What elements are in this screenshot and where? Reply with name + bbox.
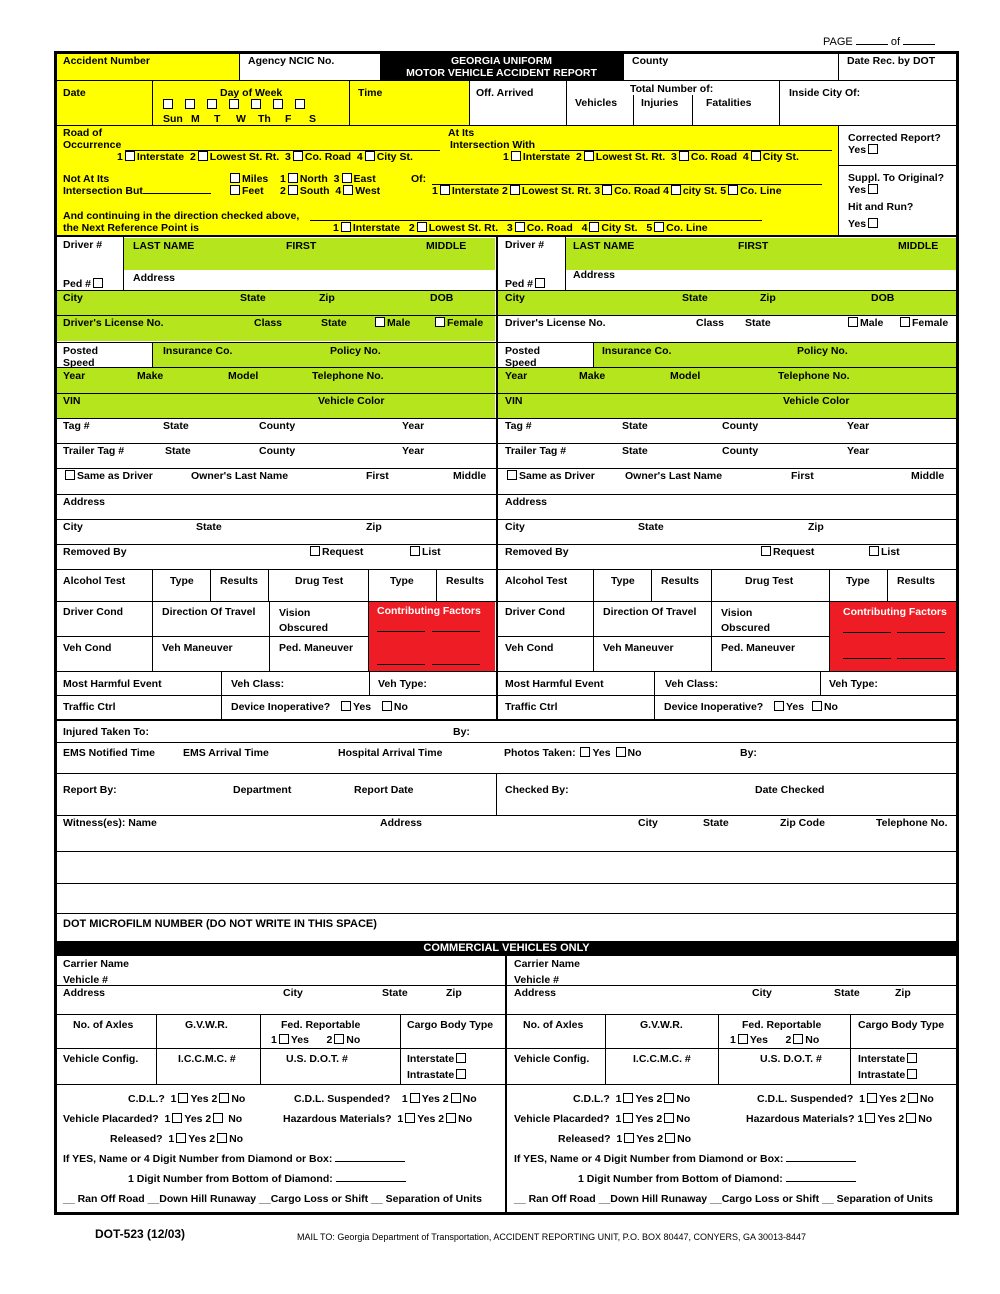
vehicles-label: Vehicles bbox=[575, 97, 618, 109]
driver1-list[interactable]: List bbox=[408, 546, 441, 558]
driver2-list[interactable]: List bbox=[867, 546, 900, 558]
driver1-vin-label: VIN bbox=[63, 395, 81, 407]
checked-by-label: Checked By: bbox=[505, 784, 569, 796]
day-sat: S bbox=[309, 113, 317, 125]
driver1-make-label: Make bbox=[137, 370, 164, 382]
driver1-harmful-label: Most Harmful Event bbox=[63, 678, 162, 690]
report-by-label: Report By: bbox=[63, 784, 117, 796]
of-road-type-options[interactable]: 1 Interstate 2 Lowest St. Rt. 3 Co. Road 4 city St. 5 Co. Line bbox=[432, 185, 782, 197]
c2-digit: 1 Digit Number from Bottom of Diamond: bbox=[578, 1173, 856, 1185]
c1-iccmc-label: I.C.C.M.C. # bbox=[178, 1053, 236, 1065]
driver2-veh-maneuver-label: Veh Maneuver bbox=[603, 642, 674, 654]
driver2-drug-type-label: Type bbox=[846, 575, 870, 587]
c1-cdl-suspended[interactable]: C.D.L. Suspended? 1 Yes 2 No bbox=[294, 1093, 477, 1105]
driver1-ped[interactable]: Ped # bbox=[63, 278, 105, 290]
driver2-harmful-label: Most Harmful Event bbox=[505, 678, 604, 690]
driver2-first-label: FIRST bbox=[738, 240, 769, 252]
department-label: Department bbox=[233, 784, 292, 796]
county-field[interactable]: County bbox=[623, 54, 839, 80]
driver2-class-label: Class bbox=[696, 317, 725, 329]
c2-config-label: Vehicle Config. bbox=[514, 1053, 590, 1065]
driver2-direction-label: Direction Of Travel bbox=[603, 606, 697, 618]
driver1-policy-label: Policy No. bbox=[330, 345, 381, 357]
driver2-last-label: LAST NAME bbox=[573, 240, 635, 252]
distance-options-feet[interactable]: Feet bbox=[228, 185, 264, 197]
driver2-insurance-label: Insurance Co. bbox=[602, 345, 672, 357]
c2-vehicle-num-label: Vehicle # bbox=[514, 974, 559, 986]
road-type-options[interactable]: 1 Interstate 2 Lowest St. Rt. 3 Co. Road 4 City St. bbox=[117, 151, 413, 163]
driver1-alcohol-type-label: Type bbox=[170, 575, 194, 587]
driver1-trailer-state-label: State bbox=[165, 445, 191, 457]
driver2-removed-by-label: Removed By bbox=[505, 546, 569, 558]
corrected-yes[interactable]: Yes bbox=[848, 144, 880, 156]
c2-state-label: State bbox=[834, 987, 860, 999]
driver2-alcohol-label: Alcohol Test bbox=[505, 575, 568, 587]
c1-gvwr-label: G.V.W.R. bbox=[185, 1019, 228, 1031]
direction-options-2[interactable]: 2 South 4 West bbox=[280, 185, 381, 197]
driver1-owner-first-label: First bbox=[366, 470, 389, 482]
driver2-tag-year-label: Year bbox=[847, 420, 870, 432]
corrected-report-label: Corrected Report? bbox=[848, 132, 941, 144]
c2-fed-options[interactable]: 1 Yes 2 No bbox=[730, 1034, 820, 1046]
c1-usdot-label: U.S. D.O.T. # bbox=[286, 1053, 348, 1065]
driver2-trailer-county-label: County bbox=[722, 445, 759, 457]
c1-cargo-label: Cargo Body Type bbox=[407, 1019, 494, 1031]
intersection-but-label: Intersection But bbox=[63, 185, 211, 197]
driver2-tag-label: Tag # bbox=[505, 420, 532, 432]
driver1-trailer-tag-label: Trailer Tag # bbox=[63, 445, 125, 457]
time-label: Time bbox=[358, 87, 383, 99]
day-checkboxes[interactable] bbox=[161, 99, 307, 111]
c2-usdot-label: U.S. D.O.T. # bbox=[760, 1053, 822, 1065]
driver2-trailer-tag-label: Trailer Tag # bbox=[505, 445, 567, 457]
driver2-owner-middle-label: Middle bbox=[911, 470, 945, 482]
witness-zip-label: Zip Code bbox=[780, 817, 825, 829]
driver1-model-label: Model bbox=[228, 370, 259, 382]
c1-placarded[interactable]: Vehicle Placarded? 1 Yes 2 No bbox=[63, 1113, 243, 1125]
driver1-insurance-label: Insurance Co. bbox=[163, 345, 233, 357]
driver1-drug-label: Drug Test bbox=[295, 575, 344, 587]
driver2-dob-label: DOB bbox=[871, 292, 895, 304]
c2-interstate[interactable]: Interstate bbox=[858, 1053, 919, 1065]
hospital-arrival-label: Hospital Arrival Time bbox=[338, 747, 443, 759]
driver2-owner-last-label: Owner's Last Name bbox=[625, 470, 723, 482]
report-date-label: Report Date bbox=[354, 784, 414, 796]
next-ref-road-type-options[interactable]: 1 Interstate 2 Lowest St. Rt. 3 Co. Road 4 City St. 5 Co. Line bbox=[333, 222, 708, 234]
driver2-vehicle-green bbox=[498, 368, 956, 393]
driver1-contributing-label: Contributing Factors bbox=[377, 605, 481, 617]
driver1-vin-green bbox=[57, 394, 495, 418]
hit-run-label: Hit and Run? bbox=[848, 201, 914, 213]
date-rec-field[interactable]: Date Rec. by DOT bbox=[847, 55, 936, 67]
driver1-inoperative[interactable]: Device Inoperative? Yes No bbox=[231, 701, 408, 713]
driver1-state-label: State bbox=[240, 292, 266, 304]
witness-address-label: Address bbox=[380, 817, 423, 829]
intersection-with-label: Intersection With bbox=[450, 139, 536, 151]
c1-fed-options[interactable]: 1 Yes 2 No bbox=[271, 1034, 361, 1046]
c2-fed-label: Fed. Reportable bbox=[742, 1019, 822, 1031]
direction-options[interactable]: 1 North 3 East bbox=[280, 173, 376, 185]
distance-options[interactable]: Miles bbox=[228, 173, 268, 185]
driver1-owner-last-label: Owner's Last Name bbox=[191, 470, 289, 482]
c2-cargo-label: Cargo Body Type bbox=[858, 1019, 945, 1031]
day-tue: T bbox=[214, 113, 221, 125]
intersection-road-type-options[interactable]: 1 Interstate 2 Lowest St. Rt. 3 Co. Road 4 City St. bbox=[503, 151, 799, 163]
driver2-alcohol-type-label: Type bbox=[611, 575, 635, 587]
driver1-address-label: Address bbox=[133, 272, 176, 284]
c1-state-label: State bbox=[382, 987, 408, 999]
driver2-vision-label: Vision bbox=[721, 607, 753, 619]
driver2-veh-type-label: Veh Type: bbox=[829, 678, 878, 690]
driver1-last-label: LAST NAME bbox=[133, 240, 195, 252]
road-of-label: Road of bbox=[63, 127, 103, 139]
driver2-tag-county-label: County bbox=[722, 420, 759, 432]
c1-config-label: Vehicle Config. bbox=[63, 1053, 139, 1065]
c2-axles-label: No. of Axles bbox=[523, 1019, 584, 1031]
microfilm-label: DOT MICROFILM NUMBER (DO NOT WRITE IN THIS SPACE) bbox=[63, 918, 377, 930]
c2-events: __ Ran Off Road __Down Hill Runaway __Cargo Loss or Shift __ Separation of Units bbox=[514, 1193, 933, 1205]
driver2-year-label: Year bbox=[505, 370, 528, 382]
c1-digit: 1 Digit Number from Bottom of Diamond: bbox=[128, 1173, 406, 1185]
at-its-label: At Its bbox=[448, 127, 475, 139]
driver1-direction-label: Direction Of Travel bbox=[162, 606, 256, 618]
driver2-trailer-year-label: Year bbox=[847, 445, 870, 457]
driver1-license-label: Driver's License No. bbox=[63, 317, 164, 329]
driver2-ped[interactable]: Ped # bbox=[505, 278, 547, 290]
fatalities-label: Fatalities bbox=[706, 97, 752, 109]
driver2-trailer-state-label: State bbox=[622, 445, 648, 457]
driver1-obscured-label: Obscured bbox=[279, 622, 329, 634]
c1-intrastate[interactable]: Intrastate bbox=[407, 1069, 468, 1081]
driver2-num-label: Driver # bbox=[505, 239, 545, 251]
c1-carrier-label: Carrier Name bbox=[63, 958, 129, 970]
driver2-vin-label: VIN bbox=[505, 395, 523, 407]
not-at-its-label: Not At Its bbox=[63, 173, 110, 185]
driver1-veh-type-label: Veh Type: bbox=[378, 678, 427, 690]
driver2-veh-cond-label: Veh Cond bbox=[505, 642, 554, 654]
driver2-drug-results-label: Results bbox=[897, 575, 935, 587]
driver1-tag-county-label: County bbox=[259, 420, 296, 432]
driver2-contributing-label: Contributing Factors bbox=[843, 606, 947, 618]
driver1-tag-label: Tag # bbox=[63, 420, 90, 432]
driver2-address-label: Address bbox=[573, 269, 616, 281]
driver2-request[interactable]: Request bbox=[759, 546, 814, 558]
driver2-traffic-label: Traffic Ctrl bbox=[505, 701, 558, 713]
agency-ncic-field[interactable]: Agency NCIC No. bbox=[248, 55, 335, 67]
injuries-label: Injuries bbox=[641, 97, 679, 109]
driver2-telephone-label: Telephone No. bbox=[778, 370, 850, 382]
driver1-zip-label: Zip bbox=[319, 292, 335, 304]
driver2-veh-class-label: Veh Class: bbox=[665, 678, 719, 690]
driver1-trailer-year-label: Year bbox=[402, 445, 425, 457]
c1-events: __ Ran Off Road __Down Hill Runaway __Cargo Loss or Shift __ Separation of Units bbox=[63, 1193, 482, 1205]
driver2-policy-label: Policy No. bbox=[797, 345, 848, 357]
driver1-ped-maneuver-label: Ped. Maneuver bbox=[279, 642, 354, 654]
ems-notified-label: EMS Notified Time bbox=[63, 747, 155, 759]
accident-number-field[interactable]: Accident Number bbox=[57, 54, 240, 80]
total-number-label: Total Number of: bbox=[630, 83, 714, 95]
page-label: PAGE of bbox=[823, 36, 935, 48]
driver1-class-label: Class bbox=[254, 317, 283, 329]
driver1-owner-middle-label: Middle bbox=[453, 470, 487, 482]
of-label: Of: bbox=[411, 173, 427, 185]
driver2-drug-label: Drug Test bbox=[745, 575, 794, 587]
driver1-vehicle-green bbox=[57, 368, 495, 393]
c1-hazmat[interactable]: Hazardous Materials? 1 Yes 2 No bbox=[283, 1113, 473, 1125]
driver1-telephone-label: Telephone No. bbox=[312, 370, 384, 382]
injured-taken-label: Injured Taken To: bbox=[63, 726, 149, 738]
driver1-driver-cond-label: Driver Cond bbox=[63, 606, 124, 618]
driver2-license-state-label: State bbox=[745, 317, 771, 329]
driver1-year-label: Year bbox=[63, 370, 86, 382]
day-thu: Th bbox=[258, 113, 271, 125]
driver2-same-as[interactable]: Same as Driver bbox=[505, 470, 595, 482]
driver2-owner-city-label: City bbox=[505, 521, 525, 533]
driver1-dob-label: DOB bbox=[430, 292, 454, 304]
driver1-male[interactable]: Male bbox=[373, 317, 410, 329]
driver1-traffic-label: Traffic Ctrl bbox=[63, 701, 116, 713]
c2-intrastate[interactable]: Intrastate bbox=[858, 1069, 919, 1081]
c1-interstate[interactable]: Interstate bbox=[407, 1053, 468, 1065]
continuing-label: And continuing in the direction checked above, bbox=[63, 210, 300, 222]
day-of-week-label: Day of Week bbox=[220, 87, 283, 99]
driver2-female[interactable]: Female bbox=[898, 317, 948, 329]
suppl-yes[interactable]: Yes bbox=[848, 184, 880, 196]
c2-cdl[interactable]: C.D.L.? 1 Yes 2 No bbox=[573, 1093, 691, 1105]
driver2-ped-maneuver-label: Ped. Maneuver bbox=[721, 642, 796, 654]
driver2-veh-color-label: Vehicle Color bbox=[783, 395, 850, 407]
driver1-license-state-label: State bbox=[321, 317, 347, 329]
mail-to: MAIL TO: Georgia Department of Transportation, ACCIDENT REPORTING UNIT, P.O. BOX 80447, CONYERS, GA 30013-8447 bbox=[297, 1232, 807, 1242]
day-mon: M bbox=[191, 113, 200, 125]
c2-iccmc-label: I.C.C.M.C. # bbox=[633, 1053, 691, 1065]
driver2-posted-label: Posted bbox=[505, 345, 541, 357]
driver2-model-label: Model bbox=[670, 370, 701, 382]
c1-vehicle-num-label: Vehicle # bbox=[63, 974, 108, 986]
driver1-tag-year-label: Year bbox=[402, 420, 425, 432]
c1-fed-label: Fed. Reportable bbox=[281, 1019, 361, 1031]
driver2-state-label: State bbox=[682, 292, 708, 304]
driver1-veh-color-label: Vehicle Color bbox=[318, 395, 385, 407]
driver1-owner-state-label: State bbox=[196, 521, 222, 533]
driver2-alcohol-results-label: Results bbox=[661, 575, 699, 587]
next-ref-label: the Next Reference Point is bbox=[63, 222, 199, 234]
c2-address-label: Address bbox=[514, 987, 557, 999]
driver2-vin-green bbox=[498, 394, 956, 418]
driver1-city-label: City bbox=[63, 292, 83, 304]
witness-name-label: Witness(es): Name bbox=[63, 817, 157, 829]
witness-state-label: State bbox=[703, 817, 729, 829]
driver1-female[interactable]: Female bbox=[433, 317, 483, 329]
driver1-owner-city-label: City bbox=[63, 521, 83, 533]
c2-if-yes: If YES, Name or 4 Digit Number from Diamond or Box: bbox=[514, 1153, 856, 1165]
driver1-owner-address-label: Address bbox=[63, 496, 106, 508]
driver2-make-label: Make bbox=[579, 370, 606, 382]
c1-city-label: City bbox=[283, 987, 303, 999]
c1-cdl[interactable]: C.D.L.? 1 Yes 2 No bbox=[128, 1093, 246, 1105]
c1-zip-label: Zip bbox=[446, 987, 462, 999]
driver1-drug-results-label: Results bbox=[446, 575, 484, 587]
form-number: DOT-523 (12/03) bbox=[95, 1227, 186, 1241]
photos-taken[interactable]: Photos Taken: Yes No bbox=[504, 747, 642, 759]
c2-released[interactable]: Released? 1 Yes 2 No bbox=[558, 1133, 692, 1145]
driver2-middle-label: MIDDLE bbox=[898, 240, 939, 252]
driver2-driver-cond-label: Driver Cond bbox=[505, 606, 566, 618]
c2-zip-label: Zip bbox=[895, 987, 911, 999]
driver2-license-label: Driver's License No. bbox=[505, 317, 606, 329]
day-wed: W bbox=[236, 113, 246, 125]
suppl-original-label: Suppl. To Original? bbox=[848, 172, 945, 184]
witness-telephone-label: Telephone No. bbox=[876, 817, 948, 829]
driver1-num-label: Driver # bbox=[63, 239, 103, 251]
inside-city-label: Inside City Of: bbox=[789, 87, 861, 99]
driver1-veh-cond-label: Veh Cond bbox=[63, 642, 112, 654]
photos-by-label: By: bbox=[740, 747, 757, 759]
driver2-owner-zip-label: Zip bbox=[808, 521, 824, 533]
hit-run-yes[interactable]: Yes bbox=[848, 218, 880, 230]
driver1-vision-label: Vision bbox=[279, 607, 311, 619]
driver1-trailer-county-label: County bbox=[259, 445, 296, 457]
driver1-alcohol-results-label: Results bbox=[220, 575, 258, 587]
driver2-owner-first-label: First bbox=[791, 470, 814, 482]
c1-if-yes: If YES, Name or 4 Digit Number from Diamond or Box: bbox=[63, 1153, 405, 1165]
driver2-inoperative[interactable]: Device Inoperative? Yes No bbox=[664, 701, 838, 713]
c1-released[interactable]: Released? 1 Yes 2 No bbox=[110, 1133, 244, 1145]
c2-gvwr-label: G.V.W.R. bbox=[640, 1019, 683, 1031]
c2-carrier-label: Carrier Name bbox=[514, 958, 580, 970]
day-fri: F bbox=[285, 113, 292, 125]
driver2-speed-label: Speed bbox=[505, 357, 537, 369]
ems-arrival-label: EMS Arrival Time bbox=[183, 747, 269, 759]
driver1-first-label: FIRST bbox=[286, 240, 317, 252]
driver2-male[interactable]: Male bbox=[846, 317, 883, 329]
driver2-owner-state-label: State bbox=[638, 521, 664, 533]
driver2-obscured-label: Obscured bbox=[721, 622, 771, 634]
driver1-middle-label: MIDDLE bbox=[426, 240, 467, 252]
driver1-drug-type-label: Type bbox=[390, 575, 414, 587]
c2-cdl-suspended[interactable]: C.D.L. Suspended? 1 Yes 2 No bbox=[757, 1093, 934, 1105]
driver1-veh-class-label: Veh Class: bbox=[231, 678, 285, 690]
injured-by-label: By: bbox=[453, 726, 470, 738]
off-arrived-label: Off. Arrived bbox=[476, 87, 534, 99]
driver1-veh-maneuver-label: Veh Maneuver bbox=[162, 642, 233, 654]
driver1-tag-state-label: State bbox=[163, 420, 189, 432]
occurrence-label: Occurrence bbox=[63, 139, 122, 151]
c2-placarded[interactable]: Vehicle Placarded? 1 Yes 2 No bbox=[514, 1113, 691, 1125]
driver1-request[interactable]: Request bbox=[308, 546, 363, 558]
driver1-same-as[interactable]: Same as Driver bbox=[63, 470, 153, 482]
date-label: Date bbox=[63, 87, 86, 99]
driver1-removed-by-label: Removed By bbox=[63, 546, 127, 558]
c1-address-label: Address bbox=[63, 987, 106, 999]
driver2-owner-address-label: Address bbox=[505, 496, 548, 508]
driver2-tag-state-label: State bbox=[622, 420, 648, 432]
driver1-posted-label: Posted bbox=[63, 345, 99, 357]
c1-axles-label: No. of Axles bbox=[73, 1019, 134, 1031]
driver2-city-label: City bbox=[505, 292, 525, 304]
date-checked-label: Date Checked bbox=[755, 784, 825, 796]
driver1-alcohol-label: Alcohol Test bbox=[63, 575, 126, 587]
witness-city-label: City bbox=[638, 817, 658, 829]
driver1-owner-zip-label: Zip bbox=[366, 521, 382, 533]
c2-hazmat[interactable]: Hazardous Materials? 1 Yes 2 No bbox=[746, 1113, 933, 1125]
driver2-zip-label: Zip bbox=[760, 292, 776, 304]
c2-city-label: City bbox=[752, 987, 772, 999]
driver1-speed-label: Speed bbox=[63, 357, 95, 369]
form-title: GEORGIA UNIFORM MOTOR VEHICLE ACCIDENT REPORT bbox=[380, 54, 623, 80]
commercial-title: COMMERCIAL VEHICLES ONLY bbox=[57, 941, 956, 956]
day-sun: Sun bbox=[163, 113, 183, 125]
